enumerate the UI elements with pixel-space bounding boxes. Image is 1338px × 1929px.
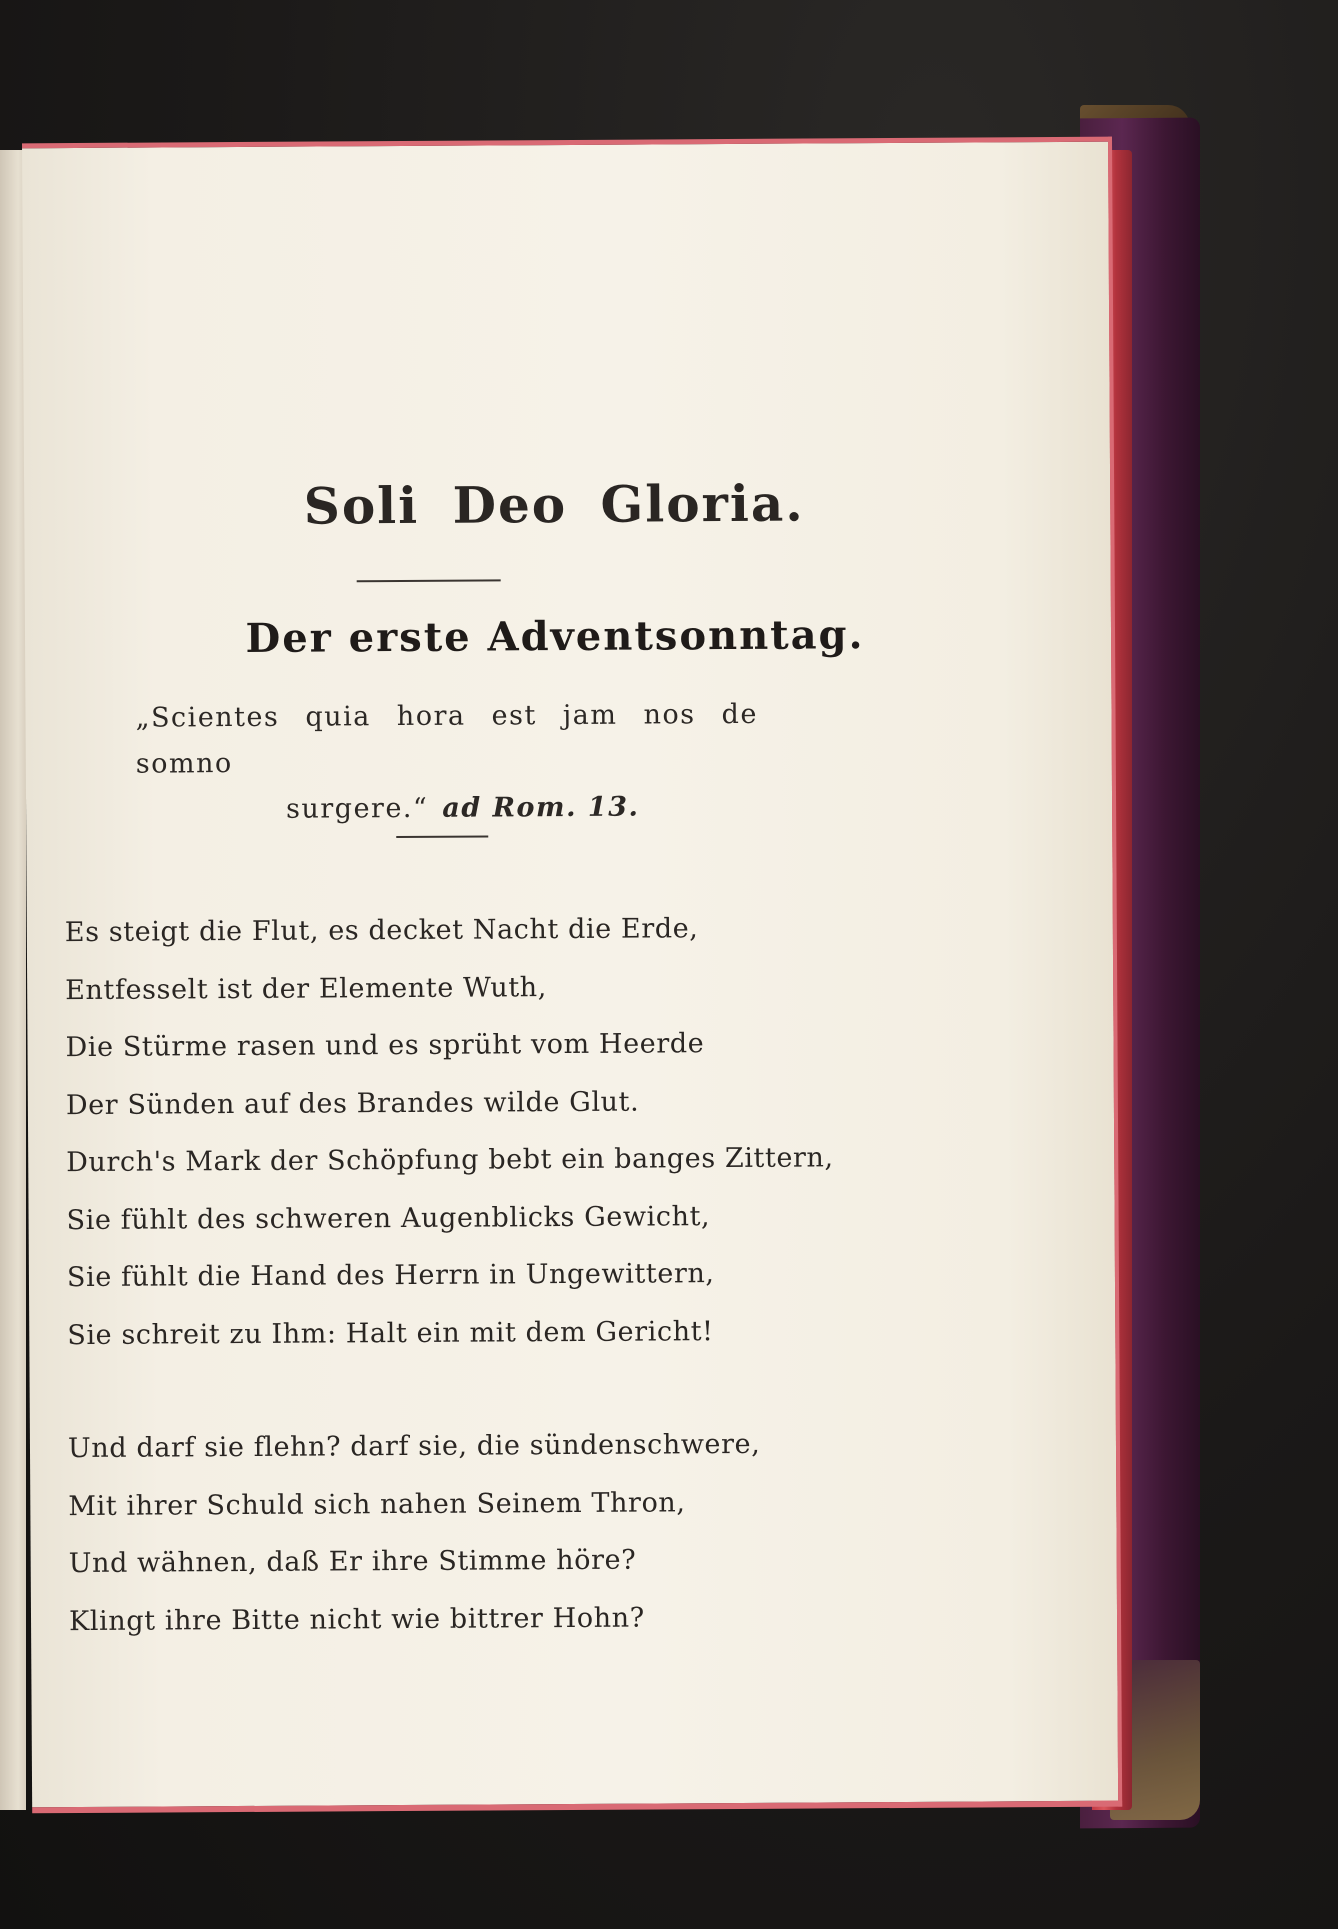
verse-line: Es steigt die Flut, es decket Nacht die Erde, xyxy=(64,913,699,949)
divider-rule xyxy=(396,835,488,838)
epigraph-line-text: surgere.“ xyxy=(285,792,429,825)
divider-rule xyxy=(357,579,501,582)
facing-page-edge xyxy=(0,150,26,1810)
stanza xyxy=(68,1415,889,1650)
epigraph-line: „Scientes quia hora est jam nos de somno xyxy=(135,698,758,780)
verse-line: Der Sünden auf des Brandes wilde Glut. xyxy=(65,1086,640,1121)
scripture-reference: ad Rom. 13. xyxy=(442,791,640,824)
page-title: Soli Deo Gloria. xyxy=(303,473,805,536)
book-page xyxy=(22,137,1122,1814)
verse-line: Sie fühlt die Hand des Herrn in Ungewittern, xyxy=(66,1258,715,1294)
epigraph-line xyxy=(136,783,856,833)
verse-line: Und wähnen, daß Er ihre Stimme höre? xyxy=(68,1544,637,1580)
stanza xyxy=(65,899,888,1364)
verse-line: Die Stürme rasen und es sprüht vom Heerde xyxy=(65,1028,705,1064)
verse-line: Entfesselt ist der Elemente Wuth, xyxy=(65,971,548,1006)
verse-line: Sie schreit zu Ihm: Halt ein mit dem Gericht! xyxy=(67,1315,714,1351)
verse-line: Durch's Mark der Schöpfung bebt ein banges Zittern, xyxy=(66,1142,834,1179)
epigraph xyxy=(135,691,856,833)
verse-line: Sie fühlt des schweren Augenblicks Gewicht, xyxy=(66,1200,711,1236)
verse-line: Klingt ihre Bitte nicht wie bittrer Hohn? xyxy=(68,1602,645,1637)
verse-line: Und darf sie flehn? darf sie, die sündenschwere, xyxy=(67,1428,761,1465)
verse-line: Mit ihrer Schuld sich nahen Seinem Thron, xyxy=(68,1486,686,1522)
section-heading: Der erste Adventsonntag. xyxy=(245,611,865,662)
